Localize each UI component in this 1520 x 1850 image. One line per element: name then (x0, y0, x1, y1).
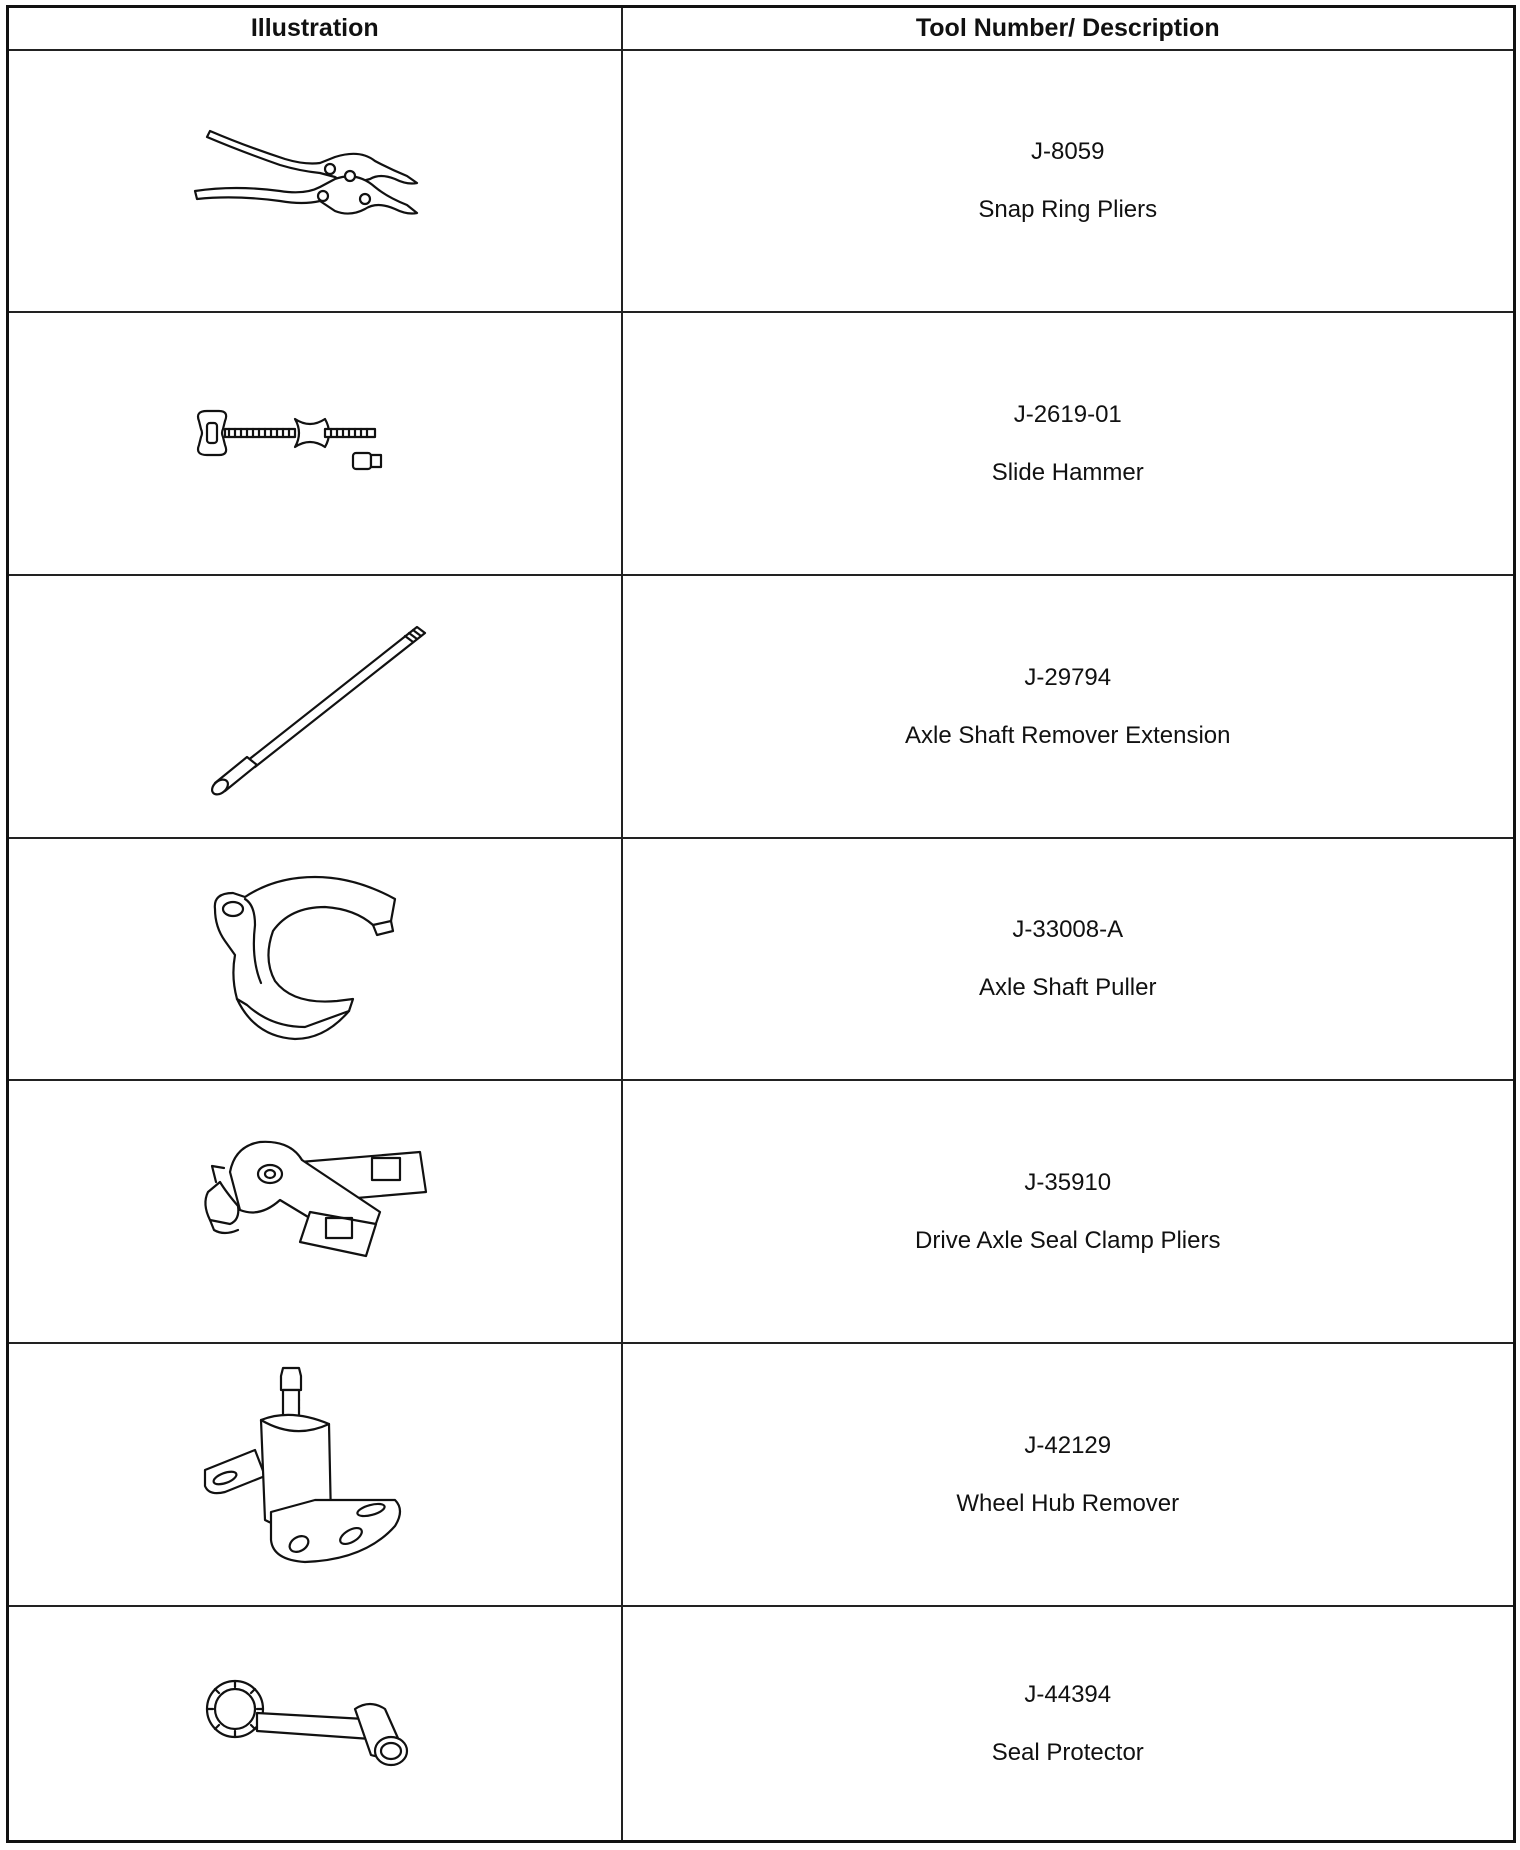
slide-hammer-icon (185, 399, 445, 489)
tool-number: J-42129 (1024, 1431, 1112, 1459)
tool-number: J-2619-01 (1013, 400, 1122, 428)
tool-name: Seal Protector (991, 1738, 1144, 1766)
description-header: Tool Number/ Description (622, 7, 1515, 51)
tool-name: Drive Axle Seal Clamp Pliers (915, 1226, 1221, 1254)
table-row (8, 838, 1515, 1080)
table-row (8, 575, 1515, 838)
seal-clamp-pliers-icon (190, 1132, 440, 1292)
wheel-hub-remover-icon (195, 1360, 435, 1590)
illustration-cell (8, 1606, 622, 1842)
table-row (8, 50, 1515, 312)
seal-protector-icon (195, 1669, 435, 1779)
illustration-cell (8, 50, 622, 312)
illustration-cell (8, 1343, 622, 1606)
illustration-cell (8, 312, 622, 575)
snap-ring-pliers-icon (185, 121, 445, 241)
table-row (8, 1080, 1515, 1343)
tool-number: J-29794 (1024, 663, 1112, 691)
axle-shaft-remover-extension-icon (185, 617, 445, 797)
tool-description-cell (622, 1343, 1515, 1606)
table-row (8, 1343, 1515, 1606)
table-row (8, 1606, 1515, 1842)
table-row (8, 312, 1515, 575)
tool-description-cell (622, 1606, 1515, 1842)
tool-description-cell (622, 50, 1515, 312)
tool-name: Axle Shaft Remover Extension (905, 721, 1231, 749)
tool-description-cell (622, 575, 1515, 838)
tool-description-cell (622, 1080, 1515, 1343)
tool-description-cell (622, 838, 1515, 1080)
tool-name: Snap Ring Pliers (978, 196, 1158, 223)
tool-number: J-8059 (1031, 138, 1105, 165)
tool-name: Wheel Hub Remover (956, 1489, 1180, 1517)
illustration-header: Illustration (8, 7, 622, 51)
tool-description-cell (622, 312, 1515, 575)
axle-shaft-puller-icon (195, 869, 435, 1049)
tool-name: Slide Hammer (991, 458, 1144, 486)
illustration-cell (8, 575, 622, 838)
illustration-cell (8, 838, 622, 1080)
tool-name: Axle Shaft Puller (979, 974, 1157, 1001)
tool-number: J-44394 (1024, 1680, 1112, 1708)
header-row (8, 7, 1515, 51)
tool-number: J-35910 (1024, 1168, 1112, 1196)
special-tools-table (6, 5, 1516, 1843)
tool-number: J-33008-A (1012, 916, 1124, 943)
illustration-cell (8, 1080, 622, 1343)
